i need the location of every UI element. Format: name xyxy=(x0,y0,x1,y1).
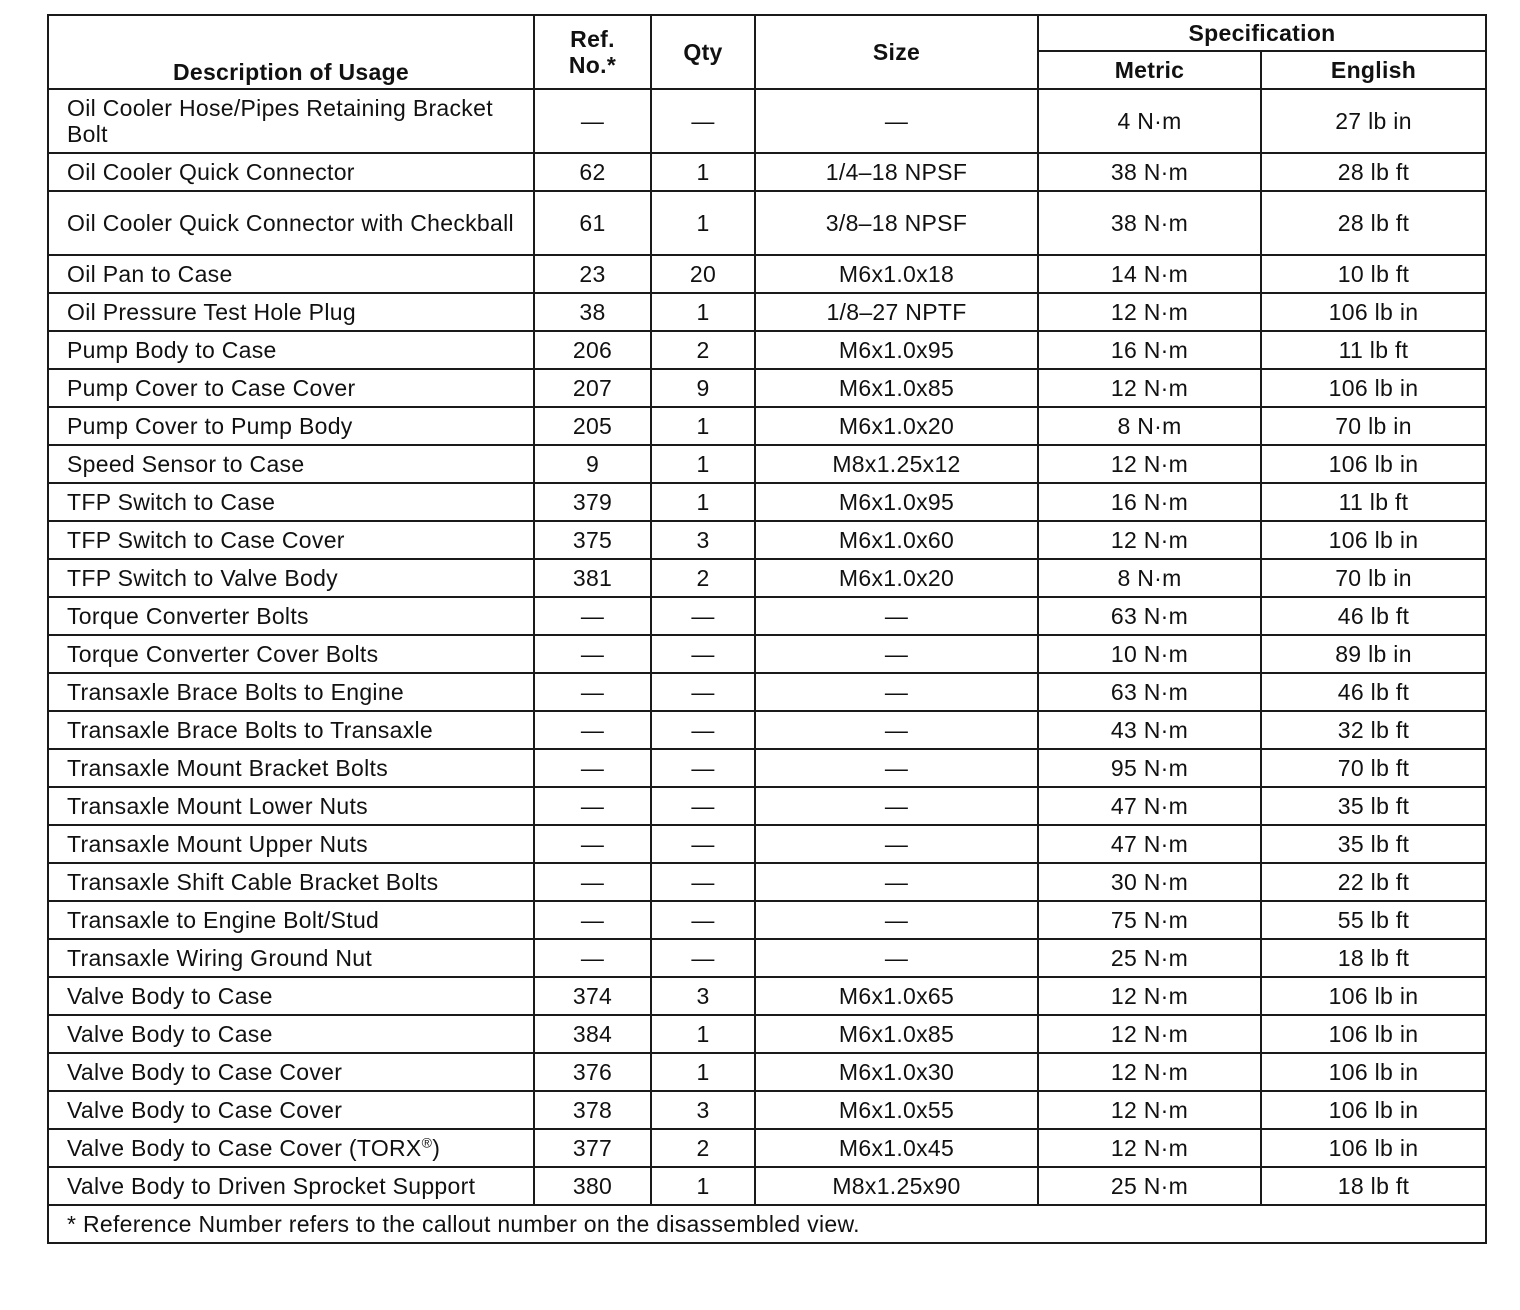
qty-cell: 1 xyxy=(651,483,755,521)
table-row xyxy=(48,901,1486,939)
english-cell: 106 lb in xyxy=(1261,977,1486,1015)
description-text: Valve Body to Case Cover (TORX xyxy=(67,1135,422,1161)
table-row xyxy=(48,597,1486,635)
qty-cell: — xyxy=(651,825,755,863)
table-row xyxy=(48,521,1486,559)
size-cell: — xyxy=(755,787,1038,825)
english-cell: 106 lb in xyxy=(1261,1053,1486,1091)
table-row xyxy=(48,673,1486,711)
metric-cell: 75 N·m xyxy=(1038,901,1261,939)
qty-cell: — xyxy=(651,863,755,901)
ref-no-cell: 61 xyxy=(534,191,651,255)
table-row xyxy=(48,153,1486,191)
metric-cell: 47 N·m xyxy=(1038,825,1261,863)
ref-no-cell: 381 xyxy=(534,559,651,597)
metric-cell: 47 N·m xyxy=(1038,787,1261,825)
qty-cell: 1 xyxy=(651,1167,755,1205)
english-cell: 28 lb ft xyxy=(1261,191,1486,255)
qty-cell: — xyxy=(651,749,755,787)
qty-cell: — xyxy=(651,711,755,749)
description-cell: Valve Body to Case Cover xyxy=(48,1053,534,1091)
ref-no-cell: 9 xyxy=(534,445,651,483)
ref-no-cell: 62 xyxy=(534,153,651,191)
metric-cell: 30 N·m xyxy=(1038,863,1261,901)
ref-no-cell: — xyxy=(534,749,651,787)
english-cell: 106 lb in xyxy=(1261,1129,1486,1167)
english-cell: 32 lb ft xyxy=(1261,711,1486,749)
ref-no-cell: — xyxy=(534,597,651,635)
metric-cell: 38 N·m xyxy=(1038,153,1261,191)
english-cell: 18 lb ft xyxy=(1261,939,1486,977)
table-row xyxy=(48,331,1486,369)
english-cell: 18 lb ft xyxy=(1261,1167,1486,1205)
ref-no-cell: 23 xyxy=(534,255,651,293)
size-cell: M6x1.0x30 xyxy=(755,1053,1038,1091)
qty-cell: 1 xyxy=(651,191,755,255)
qty-cell: — xyxy=(651,635,755,673)
metric-cell: 10 N·m xyxy=(1038,635,1261,673)
metric-cell: 12 N·m xyxy=(1038,1091,1261,1129)
ref-no-cell: 374 xyxy=(534,977,651,1015)
ref-no-cell: 207 xyxy=(534,369,651,407)
ref-no-cell: 380 xyxy=(534,1167,651,1205)
english-cell: 106 lb in xyxy=(1261,369,1486,407)
ref-no-cell: 377 xyxy=(534,1129,651,1167)
metric-cell: 12 N·m xyxy=(1038,369,1261,407)
description-cell: TFP Switch to Case xyxy=(48,483,534,521)
size-cell: — xyxy=(755,89,1038,153)
qty-cell: — xyxy=(651,597,755,635)
qty-cell: 1 xyxy=(651,407,755,445)
metric-cell: 4 N·m xyxy=(1038,89,1261,153)
metric-cell: 12 N·m xyxy=(1038,977,1261,1015)
footnote-row xyxy=(48,1205,1486,1243)
description-cell: Transaxle Mount Upper Nuts xyxy=(48,825,534,863)
description-cell: Torque Converter Bolts xyxy=(48,597,534,635)
description-cell: Oil Cooler Hose/Pipes Retaining Bracket Bolt xyxy=(48,89,534,153)
description-cell: Oil Pan to Case xyxy=(48,255,534,293)
metric-cell: 25 N·m xyxy=(1038,1167,1261,1205)
table-row xyxy=(48,1091,1486,1129)
ref-no-cell: 384 xyxy=(534,1015,651,1053)
size-cell: — xyxy=(755,635,1038,673)
english-cell: 106 lb in xyxy=(1261,1091,1486,1129)
size-cell: M8x1.25x12 xyxy=(755,445,1038,483)
description-cell: Pump Cover to Case Cover xyxy=(48,369,534,407)
qty-cell: — xyxy=(651,787,755,825)
qty-cell: 1 xyxy=(651,1053,755,1091)
qty-cell: 2 xyxy=(651,1129,755,1167)
table-row xyxy=(48,749,1486,787)
ref-no-cell: 38 xyxy=(534,293,651,331)
description-cell: Transaxle Brace Bolts to Engine xyxy=(48,673,534,711)
metric-cell: 12 N·m xyxy=(1038,1015,1261,1053)
size-cell: M6x1.0x20 xyxy=(755,407,1038,445)
table-body xyxy=(48,89,1486,1205)
table-header xyxy=(48,15,1486,89)
ref-no-cell: — xyxy=(534,939,651,977)
ref-no-cell: 378 xyxy=(534,1091,651,1129)
ref-no-cell: — xyxy=(534,787,651,825)
english-cell: 10 lb ft xyxy=(1261,255,1486,293)
footnote: * Reference Number refers to the callout number on the disassembled view. xyxy=(48,1205,1486,1243)
english-cell: 89 lb in xyxy=(1261,635,1486,673)
english-cell: 46 lb ft xyxy=(1261,597,1486,635)
description-cell: Valve Body to Case Cover xyxy=(48,1091,534,1129)
qty-cell: 2 xyxy=(651,559,755,597)
header-description: Description of Usage xyxy=(48,15,534,89)
qty-cell: 20 xyxy=(651,255,755,293)
table-row xyxy=(48,1167,1486,1205)
size-cell: M6x1.0x95 xyxy=(755,483,1038,521)
size-cell: M6x1.0x55 xyxy=(755,1091,1038,1129)
size-cell: M6x1.0x20 xyxy=(755,559,1038,597)
description-cell: Transaxle Mount Bracket Bolts xyxy=(48,749,534,787)
table-row xyxy=(48,977,1486,1015)
size-cell: — xyxy=(755,749,1038,787)
qty-cell: — xyxy=(651,89,755,153)
description-cell: Oil Pressure Test Hole Plug xyxy=(48,293,534,331)
ref-no-cell: 379 xyxy=(534,483,651,521)
header-metric: Metric xyxy=(1038,51,1261,89)
metric-cell: 63 N·m xyxy=(1038,673,1261,711)
english-cell: 27 lb in xyxy=(1261,89,1486,153)
ref-no-cell: — xyxy=(534,825,651,863)
metric-cell: 16 N·m xyxy=(1038,331,1261,369)
size-cell: — xyxy=(755,901,1038,939)
size-cell: M8x1.25x90 xyxy=(755,1167,1038,1205)
table-row xyxy=(48,711,1486,749)
table-row xyxy=(48,939,1486,977)
table-row xyxy=(48,369,1486,407)
table-row xyxy=(48,445,1486,483)
english-cell: 35 lb ft xyxy=(1261,825,1486,863)
table-row xyxy=(48,407,1486,445)
size-cell: — xyxy=(755,825,1038,863)
torque-spec-table xyxy=(47,14,1487,1244)
header-size: Size xyxy=(755,15,1038,89)
table-row xyxy=(48,89,1486,153)
table-row xyxy=(48,191,1486,255)
metric-cell: 25 N·m xyxy=(1038,939,1261,977)
english-cell: 46 lb ft xyxy=(1261,673,1486,711)
english-cell: 28 lb ft xyxy=(1261,153,1486,191)
english-cell: 11 lb ft xyxy=(1261,331,1486,369)
ref-no-cell: — xyxy=(534,901,651,939)
metric-cell: 14 N·m xyxy=(1038,255,1261,293)
ref-no-cell: — xyxy=(534,863,651,901)
qty-cell: 1 xyxy=(651,153,755,191)
ref-no-cell: 205 xyxy=(534,407,651,445)
description-cell: Transaxle Brace Bolts to Transaxle xyxy=(48,711,534,749)
size-cell: M6x1.0x65 xyxy=(755,977,1038,1015)
qty-cell: — xyxy=(651,901,755,939)
description-cell: Valve Body to Case xyxy=(48,977,534,1015)
qty-cell: — xyxy=(651,939,755,977)
ref-no-cell: — xyxy=(534,711,651,749)
qty-cell: 3 xyxy=(651,977,755,1015)
size-cell: — xyxy=(755,939,1038,977)
metric-cell: 95 N·m xyxy=(1038,749,1261,787)
qty-cell: 1 xyxy=(651,293,755,331)
english-cell: 106 lb in xyxy=(1261,521,1486,559)
size-cell: M6x1.0x45 xyxy=(755,1129,1038,1167)
description-cell: Transaxle Wiring Ground Nut xyxy=(48,939,534,977)
metric-cell: 12 N·m xyxy=(1038,445,1261,483)
metric-cell: 38 N·m xyxy=(1038,191,1261,255)
description-cell: Oil Cooler Quick Connector xyxy=(48,153,534,191)
header-ref-no xyxy=(534,15,651,89)
description-cell: Torque Converter Cover Bolts xyxy=(48,635,534,673)
table-row xyxy=(48,559,1486,597)
description-cell: Transaxle Mount Lower Nuts xyxy=(48,787,534,825)
english-cell: 70 lb in xyxy=(1261,559,1486,597)
metric-cell: 8 N·m xyxy=(1038,407,1261,445)
ref-no-cell: — xyxy=(534,673,651,711)
ref-no-cell: — xyxy=(534,89,651,153)
table-row xyxy=(48,293,1486,331)
size-cell: — xyxy=(755,863,1038,901)
ref-no-cell: 375 xyxy=(534,521,651,559)
english-cell: 70 lb in xyxy=(1261,407,1486,445)
ref-no-cell: 376 xyxy=(534,1053,651,1091)
size-cell: M6x1.0x85 xyxy=(755,1015,1038,1053)
english-cell: 35 lb ft xyxy=(1261,787,1486,825)
english-cell: 55 lb ft xyxy=(1261,901,1486,939)
metric-cell: 63 N·m xyxy=(1038,597,1261,635)
english-cell: 106 lb in xyxy=(1261,293,1486,331)
description-cell: TFP Switch to Case Cover xyxy=(48,521,534,559)
metric-cell: 8 N·m xyxy=(1038,559,1261,597)
metric-cell: 12 N·m xyxy=(1038,1129,1261,1167)
english-cell: 106 lb in xyxy=(1261,445,1486,483)
header-ref-line1: Ref. xyxy=(570,26,615,52)
english-cell: 106 lb in xyxy=(1261,1015,1486,1053)
metric-cell: 16 N·m xyxy=(1038,483,1261,521)
table-row xyxy=(48,1129,1486,1167)
description-cell: TFP Switch to Valve Body xyxy=(48,559,534,597)
description-cell xyxy=(48,1129,534,1167)
english-cell: 70 lb ft xyxy=(1261,749,1486,787)
ref-no-cell: 206 xyxy=(534,331,651,369)
size-cell: 3/8–18 NPSF xyxy=(755,191,1038,255)
header-english: English xyxy=(1261,51,1486,89)
table-row xyxy=(48,255,1486,293)
description-cell: Transaxle Shift Cable Bracket Bolts xyxy=(48,863,534,901)
registered-mark: ® xyxy=(421,1134,433,1151)
table-row xyxy=(48,863,1486,901)
size-cell: 1/8–27 NPTF xyxy=(755,293,1038,331)
table-row xyxy=(48,483,1486,521)
description-cell: Speed Sensor to Case xyxy=(48,445,534,483)
metric-cell: 12 N·m xyxy=(1038,293,1261,331)
header-qty: Qty xyxy=(651,15,755,89)
english-cell: 11 lb ft xyxy=(1261,483,1486,521)
table-row xyxy=(48,825,1486,863)
metric-cell: 12 N·m xyxy=(1038,521,1261,559)
qty-cell: 1 xyxy=(651,1015,755,1053)
english-cell: 22 lb ft xyxy=(1261,863,1486,901)
size-cell: M6x1.0x60 xyxy=(755,521,1038,559)
qty-cell: 1 xyxy=(651,445,755,483)
description-cell: Oil Cooler Quick Connector with Checkball xyxy=(48,191,534,255)
description-cell: Pump Body to Case xyxy=(48,331,534,369)
description-cell: Transaxle to Engine Bolt/Stud xyxy=(48,901,534,939)
table-row xyxy=(48,1015,1486,1053)
table-row xyxy=(48,1053,1486,1091)
size-cell: M6x1.0x85 xyxy=(755,369,1038,407)
qty-cell: 2 xyxy=(651,331,755,369)
header-ref-line2: No.* xyxy=(568,52,617,78)
size-cell: — xyxy=(755,597,1038,635)
size-cell: M6x1.0x18 xyxy=(755,255,1038,293)
ref-no-cell: — xyxy=(534,635,651,673)
qty-cell: 9 xyxy=(651,369,755,407)
description-cell: Pump Cover to Pump Body xyxy=(48,407,534,445)
size-cell: — xyxy=(755,711,1038,749)
size-cell: — xyxy=(755,673,1038,711)
description-suffix: ) xyxy=(432,1135,441,1161)
table-row xyxy=(48,635,1486,673)
qty-cell: 3 xyxy=(651,521,755,559)
qty-cell: 3 xyxy=(651,1091,755,1129)
metric-cell: 43 N·m xyxy=(1038,711,1261,749)
table-row xyxy=(48,787,1486,825)
qty-cell: — xyxy=(651,673,755,711)
description-cell: Valve Body to Case xyxy=(48,1015,534,1053)
header-specification: Specification xyxy=(1038,15,1486,51)
size-cell: 1/4–18 NPSF xyxy=(755,153,1038,191)
size-cell: M6x1.0x95 xyxy=(755,331,1038,369)
description-cell: Valve Body to Driven Sprocket Support xyxy=(48,1167,534,1205)
metric-cell: 12 N·m xyxy=(1038,1053,1261,1091)
